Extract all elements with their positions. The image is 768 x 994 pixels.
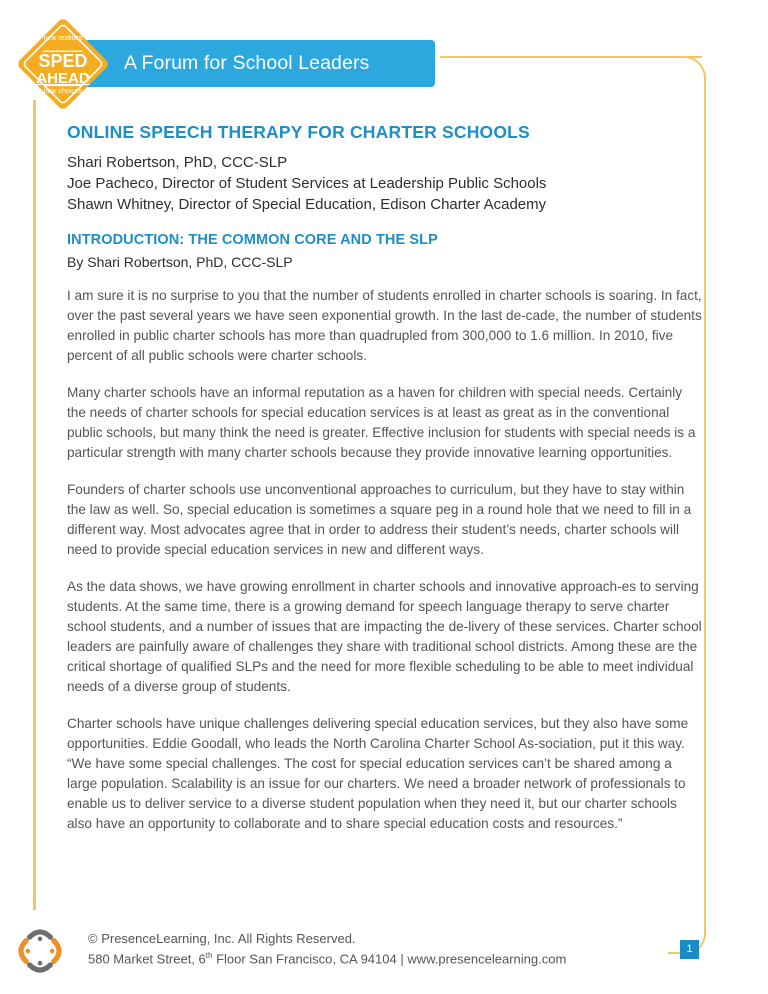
frame-line-left	[33, 100, 36, 910]
sped-ahead-logo	[14, 15, 112, 113]
presencelearning-logo-icon	[14, 925, 66, 977]
paragraph: Many charter schools have an informal reputation as a haven for children with special needs. Certainly the needs of charter schools for special education services is at least as great as in the conventional public schools, but many think the need is greater. Effective inclusion for students with special needs is a particular strength with many charter schools because they provide innovative learning opportunities.	[67, 385, 696, 460]
document-body	[67, 122, 707, 851]
address-city-web: Floor San Francisco, CA 94104 | www.presencelearning.com	[212, 951, 567, 967]
paragraph: I am sure it is no surprise to you that the number of students enrolled in charter schools is soaring. In fact, over the past several years we have seen exponential growth. In the last de-cade, the number of students enrolled in public charter schools has more than quadrupled from 300,000 to 1.6 million. In 2010, five percent of all public schools were charter schools.	[67, 288, 702, 363]
logo-line2: AHEAD	[36, 70, 90, 87]
logo-bottom-text: new choices	[43, 88, 83, 95]
footer-copyright: © PresenceLearning, Inc. All Rights Reserved.	[88, 931, 356, 946]
logo-line1: SPED	[38, 51, 88, 71]
address-street: 580 Market Street, 6	[88, 951, 206, 967]
paragraph: Charter schools have unique challenges delivering special education services, but they also have some opportunities. Eddie Goodall, who leads the North Carolina Charter School As-sociation, put it this way. “We have some special challenges. The cost for special education services can’t be shared among a large population. Scalability is an issue for our charters. We need a broader network of professionals to enable us to deliver service to a diverse student population when they need it, but our charter schools also have an opportunity to collaborate and to share special education costs and resources.”	[67, 716, 689, 831]
document-title: ONLINE SPEECH THERAPY FOR CHARTER SCHOOLS	[67, 122, 530, 142]
footer-text	[88, 930, 566, 967]
author-line: Shawn Whitney, Director of Special Education, Edison Charter Academy	[67, 196, 547, 213]
banner-title: A Forum for School Leaders	[124, 52, 370, 74]
paragraph: As the data shows, we have growing enrollment in charter schools and innovative approach-es to serving students. At the same time, there is a growing demand for speech language therapy to serve charter school students, and a number of issues that are impacting the de-livery of these services. Charter school leaders are painfully aware of challenges they share with traditional school districts. Among these are the critical shortage of qualified SLPs and the need for more flexible scheduling to be able to meet individual needs of a diverse group of students.	[67, 579, 702, 694]
paragraph: Founders of charter schools use unconventional approaches to curriculum, but they have to stay within the law as well. So, special education is sometimes a square peg in a round hole that we need to fill in a different way. Most advocates agree that in order to address their student’s needs, charter schools will need to provide special education services in new and different ways.	[67, 482, 692, 557]
frame-line-top	[440, 56, 702, 58]
author-line: Shari Robertson, PhD, CCC-SLP	[67, 154, 288, 171]
author-line: Joe Pacheco, Director of Student Services at Leadership Public Schools	[67, 175, 547, 192]
section-title: INTRODUCTION: THE COMMON CORE AND THE SLP	[67, 232, 438, 248]
page-number: 1	[680, 940, 699, 959]
footer-address	[88, 947, 566, 967]
byline: By Shari Robertson, PhD, CCC-SLP	[67, 254, 293, 270]
logo-top-text: new realities	[43, 35, 83, 42]
address-superscript: th	[205, 951, 213, 960]
